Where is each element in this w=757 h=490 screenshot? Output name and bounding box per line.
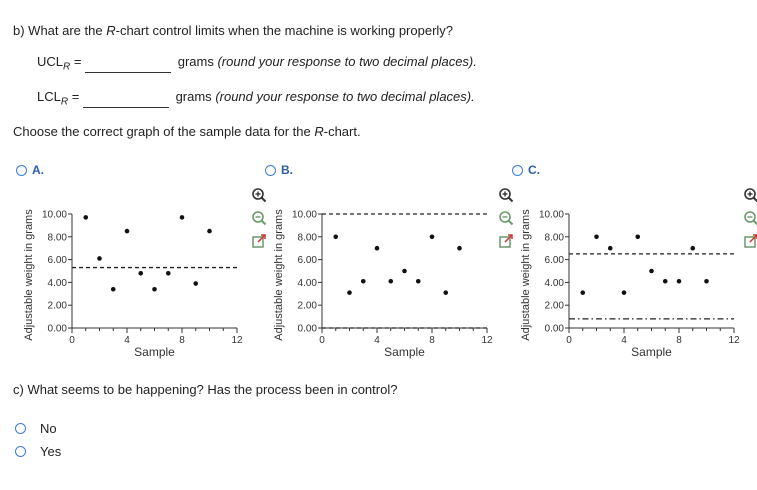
data-point	[594, 235, 599, 240]
data-point	[443, 290, 448, 295]
answer-yes-label: Yes	[40, 444, 62, 459]
y-axis-label: Adjustable weight in grams	[23, 209, 35, 341]
part-b-question	[13, 23, 453, 38]
data-point	[635, 235, 640, 240]
y-axis-label: Adjustable weight in grams	[273, 209, 285, 341]
option-a[interactable]	[16, 163, 44, 177]
option-a-label: A.	[32, 163, 44, 177]
y-tick-label: 2.00	[544, 300, 564, 312]
data-point	[416, 279, 421, 284]
x-tick-label: 12	[231, 335, 243, 346]
x-axis-label: Sample	[384, 345, 425, 359]
y-tick-label: 8.00	[47, 232, 67, 244]
y-tick-label: 10.00	[291, 209, 317, 221]
data-point	[152, 287, 157, 292]
x-tick-label: 12	[481, 335, 493, 346]
x-tick-label: 4	[124, 335, 130, 346]
data-point	[704, 279, 709, 284]
answer-yes-radio[interactable]	[15, 446, 26, 457]
y-tick-label: 0.00	[544, 323, 564, 335]
option-a-radio[interactable]	[16, 165, 27, 176]
data-point	[361, 279, 366, 284]
lcl-label: LCL	[37, 89, 61, 104]
chart-c	[497, 190, 742, 365]
data-point	[622, 290, 627, 295]
option-c[interactable]	[512, 163, 540, 177]
y-tick-label: 10.00	[538, 209, 564, 221]
data-point	[388, 279, 393, 284]
x-tick-label: 0	[69, 335, 75, 346]
data-point	[649, 269, 654, 274]
data-point	[333, 235, 338, 240]
option-b-label: B.	[281, 163, 293, 177]
data-point	[111, 287, 116, 292]
y-tick-label: 4.00	[297, 277, 317, 289]
x-tick-label: 4	[374, 335, 380, 346]
lcl-round-note: (round your response to two decimal places).	[215, 89, 475, 104]
ucl-input[interactable]	[85, 58, 171, 73]
x-axis-label: Sample	[134, 345, 175, 359]
chart-a	[0, 190, 250, 365]
data-point	[83, 215, 88, 220]
choose-graph-prompt	[13, 124, 361, 139]
choose-suffix: -chart.	[323, 124, 361, 139]
y-tick-label: 4.00	[47, 277, 67, 289]
chart-b	[250, 190, 500, 365]
ucl-round-note: (round your response to two decimal places).	[217, 54, 477, 69]
data-point	[347, 290, 352, 295]
y-axis-label: Adjustable weight in grams	[520, 209, 532, 341]
answer-no-label: No	[40, 421, 57, 436]
option-c-radio[interactable]	[512, 165, 523, 176]
lcl-row	[37, 89, 475, 108]
data-point	[690, 246, 695, 251]
data-point	[457, 246, 462, 251]
y-tick-label: 0.00	[297, 323, 317, 335]
x-tick-label: 0	[566, 335, 572, 346]
question-r: R	[106, 23, 116, 38]
data-point	[125, 229, 130, 234]
data-point	[375, 246, 380, 251]
data-point	[97, 256, 102, 261]
y-tick-label: 6.00	[297, 255, 317, 267]
answer-no-radio[interactable]	[15, 423, 26, 434]
lcl-input[interactable]	[83, 93, 169, 108]
answer-yes[interactable]	[15, 444, 61, 459]
y-tick-label: 10.00	[41, 209, 67, 221]
question-text-suffix: -chart control limits when the machine is working properly?	[115, 23, 454, 38]
lcl-sub: R	[60, 96, 69, 108]
zoom-in-icon[interactable]	[742, 186, 757, 204]
zoom-out-icon[interactable]	[742, 209, 757, 227]
lcl-equals: =	[71, 89, 80, 104]
chart-c-tools	[742, 186, 757, 250]
x-tick-label: 8	[179, 335, 185, 346]
answer-no[interactable]	[15, 421, 57, 436]
option-c-label: C.	[528, 163, 540, 177]
y-tick-label: 2.00	[297, 300, 317, 312]
x-tick-label: 4	[621, 335, 627, 346]
data-point	[430, 235, 435, 240]
y-tick-label: 2.00	[47, 300, 67, 312]
y-tick-label: 8.00	[297, 232, 317, 244]
data-point	[402, 269, 407, 274]
choose-text: Choose the correct graph of the sample data for the	[13, 124, 315, 139]
ucl-equals: =	[73, 54, 82, 69]
data-point	[180, 215, 185, 220]
option-b-radio[interactable]	[265, 165, 276, 176]
choose-r: R	[314, 124, 324, 139]
ucl-row	[37, 54, 477, 73]
data-point	[677, 279, 682, 284]
data-point	[663, 279, 668, 284]
question-text: b) What are the	[13, 23, 107, 38]
popout-icon[interactable]	[742, 232, 757, 250]
ucl-unit: grams	[177, 54, 214, 69]
x-tick-label: 12	[728, 335, 740, 346]
data-point	[207, 229, 212, 234]
y-tick-label: 8.00	[544, 232, 564, 244]
y-tick-label: 4.00	[544, 277, 564, 289]
x-axis-label: Sample	[631, 345, 672, 359]
data-point	[608, 246, 613, 251]
option-b[interactable]	[265, 163, 293, 177]
ucl-label: UCL	[37, 54, 64, 69]
data-point	[193, 281, 198, 286]
data-point	[166, 271, 171, 276]
x-tick-label: 8	[429, 335, 435, 346]
y-tick-label: 6.00	[544, 255, 564, 267]
part-c-question: c) What seems to be happening? Has the process been in control?	[13, 382, 398, 397]
lcl-unit: grams	[175, 89, 212, 104]
ucl-sub: R	[63, 61, 71, 73]
x-tick-label: 8	[676, 335, 682, 346]
x-tick-label: 0	[319, 335, 325, 346]
y-tick-label: 6.00	[47, 255, 67, 267]
data-point	[580, 290, 585, 295]
y-tick-label: 0.00	[47, 323, 67, 335]
data-point	[138, 271, 143, 276]
